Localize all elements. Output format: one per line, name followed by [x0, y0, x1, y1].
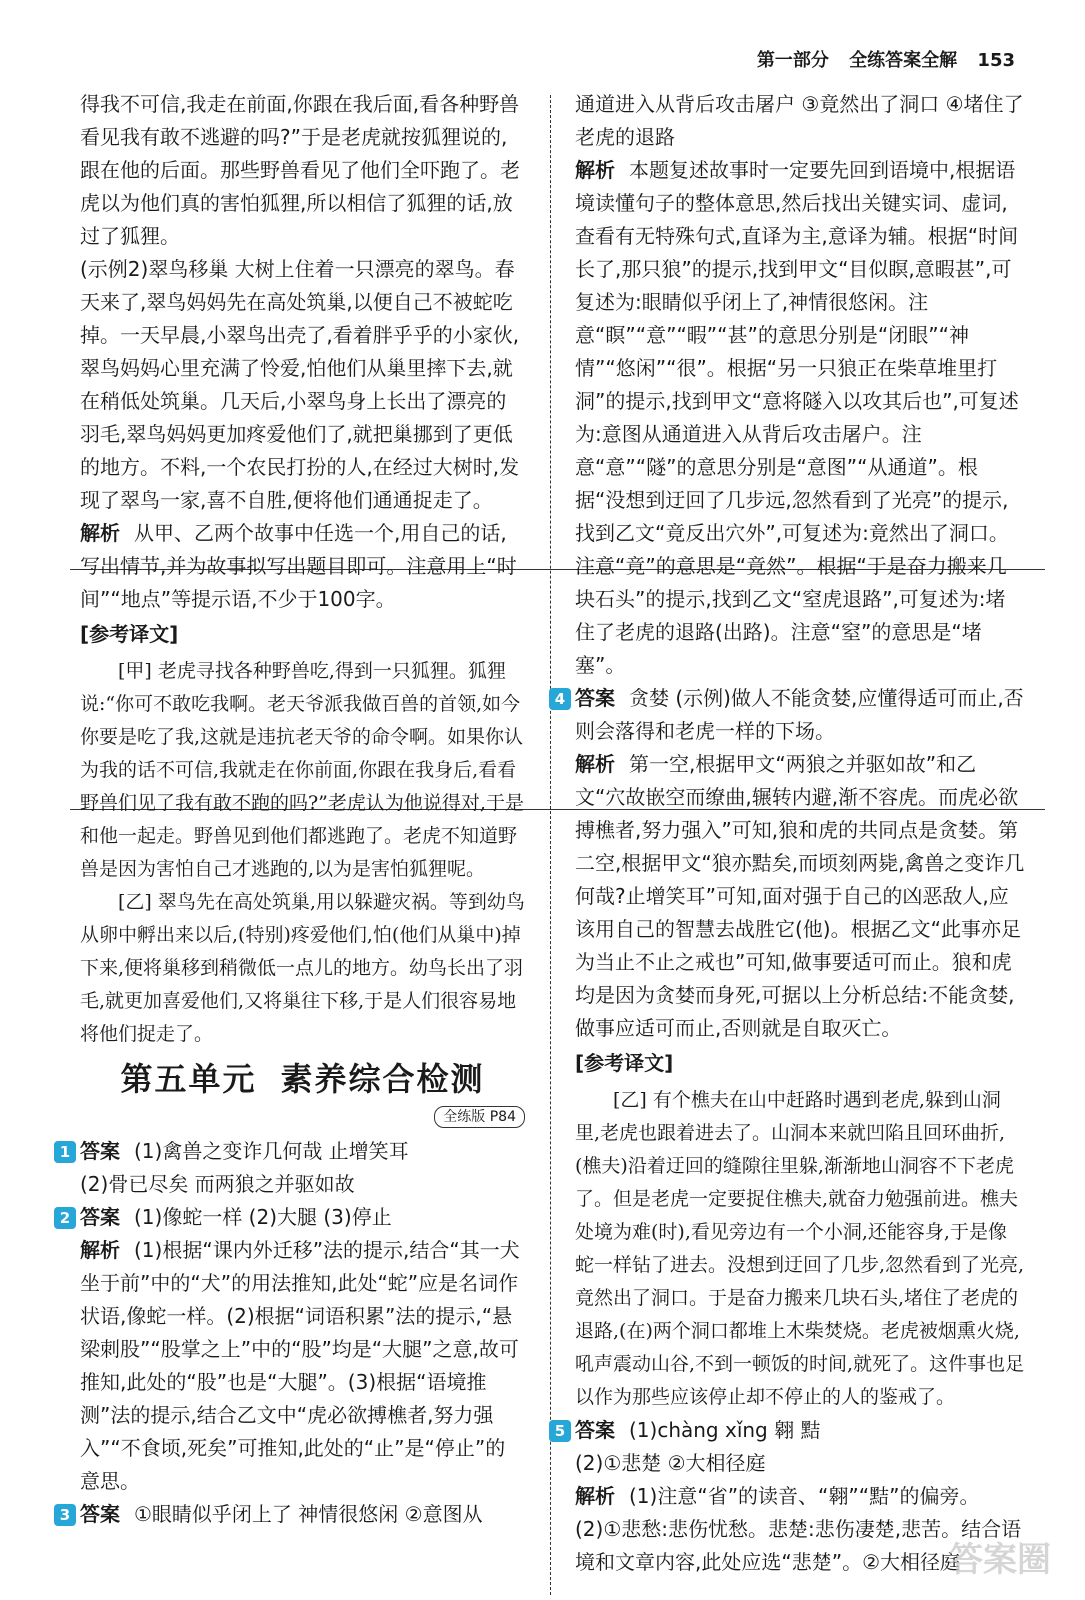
page-number: 153 — [977, 50, 1015, 71]
answer-text: (1)chàng xǐng 翱 黠 — [629, 1418, 821, 1442]
answer-text: (1)像蛇一样 (2)大腿 (3)停止 — [134, 1205, 392, 1229]
edition-badge: 全练版 P84 — [434, 1106, 525, 1128]
page-header — [0, 0, 1085, 78]
answer-label: 答案 — [80, 1205, 120, 1229]
header-title: 全练答案全解 — [849, 50, 958, 71]
answer-label: 答案 — [575, 686, 615, 710]
answer-continuation: 通道进入从背后攻击屠户 ③竟然出了洞口 ④堵住了老虎的退路 — [575, 92, 1024, 149]
analysis-text: 本题复述故事时一定要先回到语境中,根据语境读懂句子的整体意思,然后找出关键实词、虚词,查看有无特殊句式,直译为主,意译为辅。根据“时间长了,那只狼”的提示,找到甲文“目似瞑,意暇甚”,可复述为:眼睛似乎闭上了,神情很悠闲。注意“瞑”“意”“暇”“甚”的意思分别是“闭眼”“神情”“悠闲”“很”。根据“另一只狼正在柴草堆里打洞”的提示,找到甲文“意将隧入以攻其后也”,可复述为:意图从通道进入从背后攻击屠户。注意“意”“隧”的意思分别是“意图”“从通道”。根据“没想到迂回了几步远,忽然看到了光亮”的提示,找到乙文“竟反出穴外”,可复述为:竟然出了洞口。注意“竟”的意思是“竟然”。根据“于是奋力搬来几块石头”的提示,找到乙文“窒虎退路”,可复述为:堵住了老虎的退路(出路)。注意“窒”的意思是“堵塞”。 — [575, 158, 1019, 677]
reference-translation-label: [参考译文] — [80, 622, 179, 646]
answer-text: (1)禽兽之变诈几何哉 止增笑耳 — [134, 1139, 409, 1163]
translation-yi: [乙] 翠鸟先在高处筑巢,用以躲避灾祸。等到幼鸟从卵中孵出来以后,(特别)疼爱他们,怕(他们从巢中)掉下来,便将巢移到稍微低一点儿的地方。幼鸟长出了羽毛,就更加喜爱他们,又将巢往下移,于是人们很容易地将他们捉走了。 — [80, 891, 525, 1045]
analysis-text: 从甲、乙两个故事中任选一个,用自己的话,写出情节,并为故事拟写出题目即可。注意用上“时间”“地点”等提示语,不少于100字。 — [80, 521, 517, 611]
answer-label: 答案 — [80, 1502, 120, 1526]
question-number: 1 — [54, 1141, 76, 1163]
left-column — [59, 88, 525, 1531]
analysis — [80, 517, 525, 616]
section-title-name: 素养综合检测 — [280, 1060, 485, 1098]
question-4 — [554, 682, 1025, 1045]
section-title — [80, 1060, 525, 1098]
answer-label: 答案 — [575, 1418, 615, 1442]
question-3 — [59, 1498, 525, 1531]
question-number: 3 — [54, 1504, 76, 1526]
analysis-text: 第一空,根据甲文“两狼之并驱如故”和乙文“穴故嵌空而缭曲,辗转内避,渐不容虎。而虎必欲搏樵者,努力强入”可知,狼和虎的共同点是贪婪。第二空,根据甲文“狼亦黠矣,而顷刻两毙,禽兽之变诈几何哉?止增笑耳”可知,面对强于自己的凶恶敌人,应该用自己的智慧去战胜它(他)。根据乙文“此事亦足为当止不止之戒也”可知,做事要适可而止。狼和虎均是因为贪婪而身死,可据以上分析总结:不能贪婪,做事应适可而止,否则就是自取灭亡。 — [575, 752, 1025, 1040]
question-number: 2 — [54, 1207, 76, 1229]
translation-jia: [甲] 老虎寻找各种野兽吃,得到一只狐狸。狐狸说:“你可不敢吃我啊。老天爷派我做百兽的首领,如今你要是吃了我,这就是违抗老天爷的命令啊。如果你认为我的话不可信,我就走在你前面,你跟在我身后,看看野兽们见了我有敢不跑的吗?”老虎认为他说得对,于是和他一起走。野兽见到他们都逃跑了。老虎不知道野兽是因为害怕自己才逃跑的,以为是害怕狐狸呢。 — [80, 660, 524, 880]
answer-label: 答案 — [80, 1139, 120, 1163]
answer-text: (2)①悲楚 ②大相径庭 — [575, 1451, 766, 1475]
header-text — [743, 46, 1015, 72]
analysis-text: (1)注意“省”的读音、“翱”“黠”的偏旁。(2)①悲愁:悲伤忧愁。悲楚:悲伤凄楚,悲苦。结合语境和文章内容,此处应选“悲楚”。②大相径庭 — [575, 1484, 1022, 1574]
answer-text: ①眼睛似乎闭上了 神情很悠闲 ②意图从 — [134, 1502, 483, 1526]
story-text: 得我不可信,我走在前面,你跟在我后面,看各种野兽看见我有敢不逃避的吗?”于是老虎就按狐狸说的,跟在他的后面。那些野兽看见了他们全吓跑了。老虎以为他们真的害怕狐狸,所以相信了狐狸的话,放过了狐狸。 — [80, 92, 520, 248]
column-divider — [550, 95, 551, 1595]
question-number: 5 — [549, 1420, 571, 1442]
question-number: 4 — [549, 688, 571, 710]
analysis-label: 解析 — [80, 521, 120, 545]
answer-text: 贪婪 (示例)做人不能贪婪,应懂得适可而止,否则会落得和老虎一样的下场。 — [575, 686, 1024, 743]
analysis-label: 解析 — [575, 1484, 615, 1508]
analysis-label: 解析 — [80, 1238, 120, 1262]
watermark-logo: 答案圈 — [949, 1540, 1051, 1580]
analysis-label: 解析 — [575, 158, 615, 182]
header-part: 第一部分 — [756, 50, 829, 71]
section-title-unit: 第五单元 — [120, 1060, 257, 1098]
analysis-text: (1)根据“课内外迁移”法的提示,结合“其一犬坐于前”中的“犬”的用法推知,此处“蛇”应是名词作状语,像蛇一样。(2)根据“词语积累”法的提示,“悬梁刺股”“股掌之上”中的“股”均是“大腿”之意,故可推知,此处的“股”也是“大腿”。(3)根据“语境推测”法的提示,结合乙文中“虎必欲搏樵者,努力强入”“不食顷,死矣”可推知,此处的“止”是“停止”的意思。 — [80, 1238, 520, 1493]
right-column — [554, 88, 1025, 1579]
reference-translation-label: [参考译文] — [575, 1051, 674, 1075]
question-2 — [59, 1201, 525, 1498]
question-1 — [59, 1135, 525, 1201]
answer-text: (2)骨已尽矣 而两狼之并驱如故 — [80, 1172, 355, 1196]
analysis-label: 解析 — [575, 752, 615, 776]
example-story: (示例2)翠鸟移巢 大树上住着一只漂亮的翠鸟。春天来了,翠鸟妈妈先在高处筑巢,以便自己不被蛇吃掉。一天早晨,小翠鸟出壳了,看着胖乎乎的小家伙,翠鸟妈妈心里充满了怜爱,怕他们从巢里摔下去,就在稍低处筑巢。几天后,小翠鸟身上长出了漂亮的羽毛,翠鸟妈妈更加疼爱他们了,就把巢挪到了更低的地方。不料,一个农民打扮的人,在经过大树时,发现了翠鸟一家,喜不自胜,便将他们通通捉走了。 — [80, 257, 520, 512]
translation-yi: [乙] 有个樵夫在山中赶路时遇到老虎,躲到山洞里,老虎也跟着进去了。山洞本来就凹陷且回环曲折,(樵夫)沿着迂回的缝隙往里躲,渐渐地山洞容不下老虎了。但是老虎一定要捉住樵夫,就奋力勉强前进。樵夫处境为难(时),看见旁边有一个小洞,还能容身,于是像蛇一样钻了进去。没想到迂回了几步,忽然看到了光亮,竟然出了洞口。于是奋力搬来几块石头,堵住了老虎的退路,(在)两个洞口都堆上木柴焚烧。老虎被烟熏火烧,吼声震动山谷,不到一顿饭的时间,就死了。这件事也足以作为那些应该停止却不停止的人的鉴戒了。 — [575, 1089, 1025, 1408]
analysis — [575, 154, 1025, 682]
